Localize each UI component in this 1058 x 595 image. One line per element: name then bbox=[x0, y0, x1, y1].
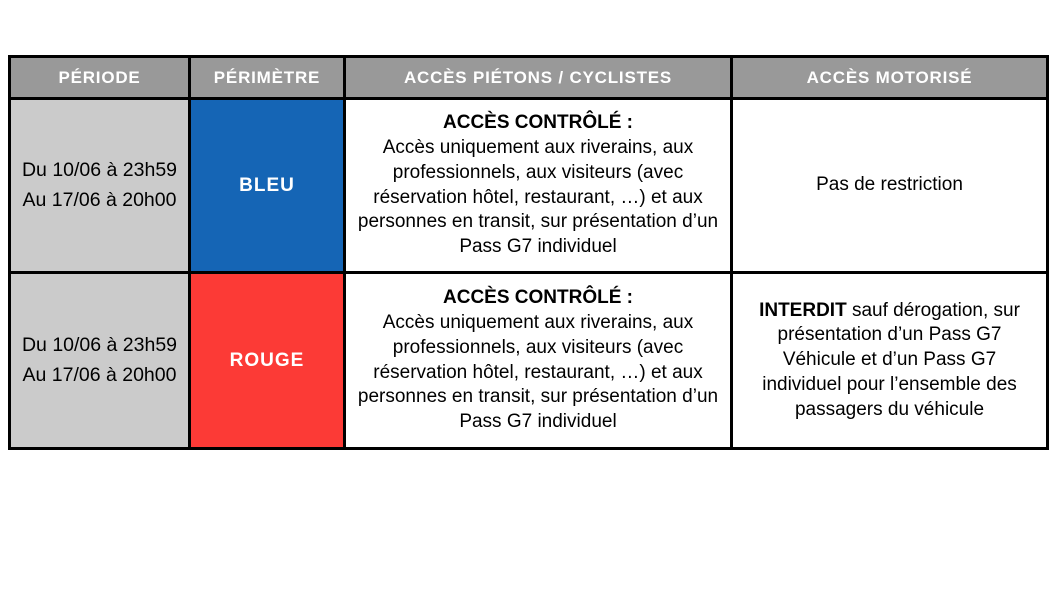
perimeter-label-rouge: ROUGE bbox=[229, 349, 305, 371]
column-header-acces-motorise bbox=[733, 58, 1046, 97]
period-line2: Au 17/06 à 20h00 bbox=[22, 188, 177, 211]
pedestrian-access-body: Accès uniquement aux riverains, aux professionnels, aux visiteurs (avec réservation hôtel, restaurant, …) et aux personnes en transit, sur présentation d’un Pass G7 individuel bbox=[357, 137, 719, 257]
column-header-periode bbox=[11, 58, 188, 97]
column-header-acces-pietons bbox=[346, 58, 730, 97]
pedestrian-access-body: Accès uniquement aux riverains, aux professionnels, aux visiteurs (avec réservation hôtel, restaurant, …) et aux personnes en transit, sur présentation d’un Pass G7 individuel bbox=[357, 312, 719, 432]
perimeter-label-bleu: BLEU bbox=[239, 174, 295, 196]
motorized-access-cell-row2 bbox=[733, 274, 1046, 447]
motorized-access-bold: INTERDIT bbox=[759, 299, 847, 321]
column-header-acces-motorise-label: ACCÈS MOTORISÉ bbox=[806, 67, 973, 87]
motorized-access-text: Pas de restriction bbox=[816, 174, 963, 196]
column-header-acces-pietons-label: ACCÈS PIÉTONS / CYCLISTES bbox=[403, 67, 673, 87]
pedestrian-access-cell-row1 bbox=[346, 100, 730, 271]
motorized-access-cell-row1 bbox=[733, 100, 1046, 271]
period-line1: Du 10/06 à 23h59 bbox=[21, 159, 178, 182]
period-line2: Au 17/06 à 20h00 bbox=[22, 363, 177, 386]
pedestrian-access-cell-row2 bbox=[346, 274, 730, 447]
perimeter-cell-rouge bbox=[191, 274, 343, 447]
pedestrian-access-heading: ACCÈS CONTRÔLÉ : bbox=[443, 112, 633, 134]
column-header-perimetre-label: PÉRIMÈTRE bbox=[213, 67, 321, 87]
period-line1: Du 10/06 à 23h59 bbox=[21, 334, 178, 357]
column-header-perimetre bbox=[191, 58, 343, 97]
period-cell-row2 bbox=[11, 274, 188, 447]
access-restrictions-table bbox=[8, 55, 1049, 450]
perimeter-cell-bleu bbox=[191, 100, 343, 271]
motorized-access-text: sauf dérogation, sur présentation d’un Pass G7 Véhicule et d’un Pass G7 individuel pour l’ensemble des passagers du véhicule bbox=[762, 299, 1020, 420]
column-header-periode-label: PÉRIODE bbox=[58, 67, 141, 87]
pedestrian-access-heading: ACCÈS CONTRÔLÉ : bbox=[443, 287, 633, 309]
period-cell-row1 bbox=[11, 100, 188, 271]
